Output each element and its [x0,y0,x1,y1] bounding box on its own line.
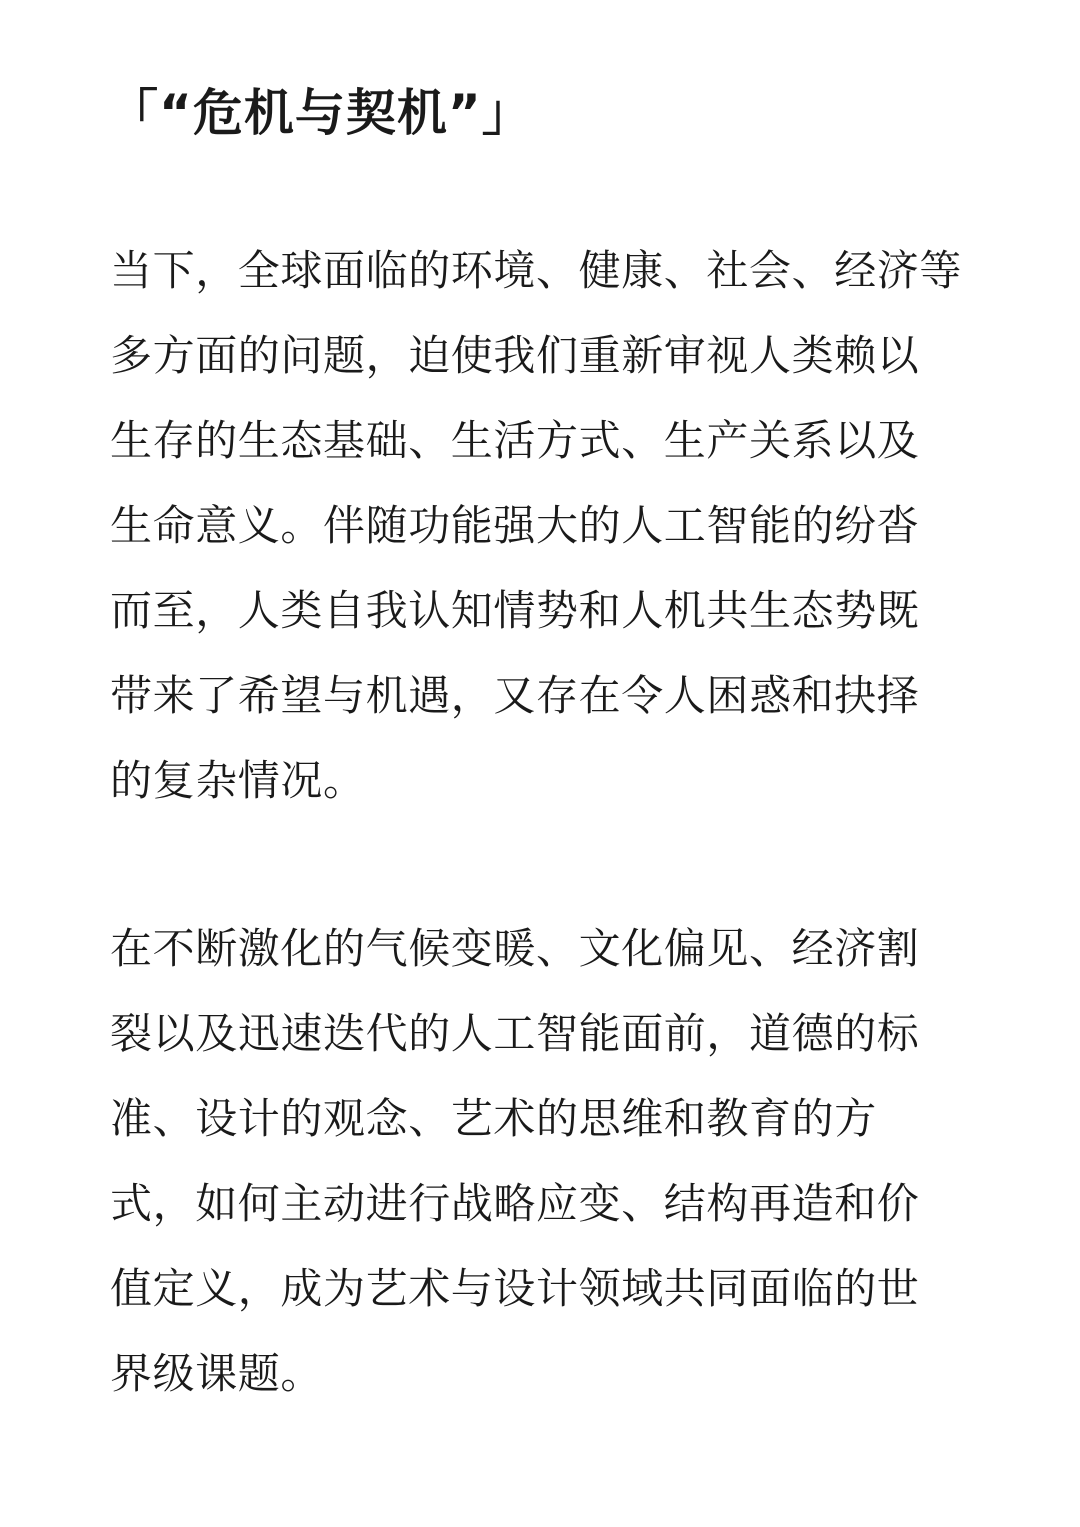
section-title: 「“危机与契机”」 [108,84,533,142]
paragraph-line: 生存的生态基础、生活方式、生产关系以及 [110,416,920,465]
paragraph-line: 多方面的问题，迫使我们重新审视人类赖以 [110,331,920,380]
paragraph-line: 准、设计的观念、艺术的思维和教育的方 [110,1094,877,1143]
paragraph-line: 生命意义。伴随功能强大的人工智能的纷沓 [110,501,920,550]
paragraph-1 [110,228,970,823]
paragraph-line: 界级课题。 [110,1349,324,1398]
paragraph-line: 在不断激化的气候变暖、文化偏见、经济割 [110,924,920,973]
paragraph-line: 裂以及迅速迭代的人工智能面前，道德的标 [110,1009,920,1058]
paragraph-2 [110,906,970,1416]
paragraph-line: 当下，全球面临的环境、健康、社会、经济等 [110,246,963,295]
paragraph-line: 的复杂情况。 [110,756,366,805]
paragraph-line: 值定义，成为艺术与设计领域共同面临的世 [110,1264,920,1313]
paragraph-line: 带来了希望与机遇，又存在令人困惑和抉择 [110,671,920,720]
paragraph-line: 而至，人类自我认知情势和人机共生态势既 [110,586,920,635]
paragraph-line: 式，如何主动进行战略应变、结构再造和价 [110,1179,920,1228]
